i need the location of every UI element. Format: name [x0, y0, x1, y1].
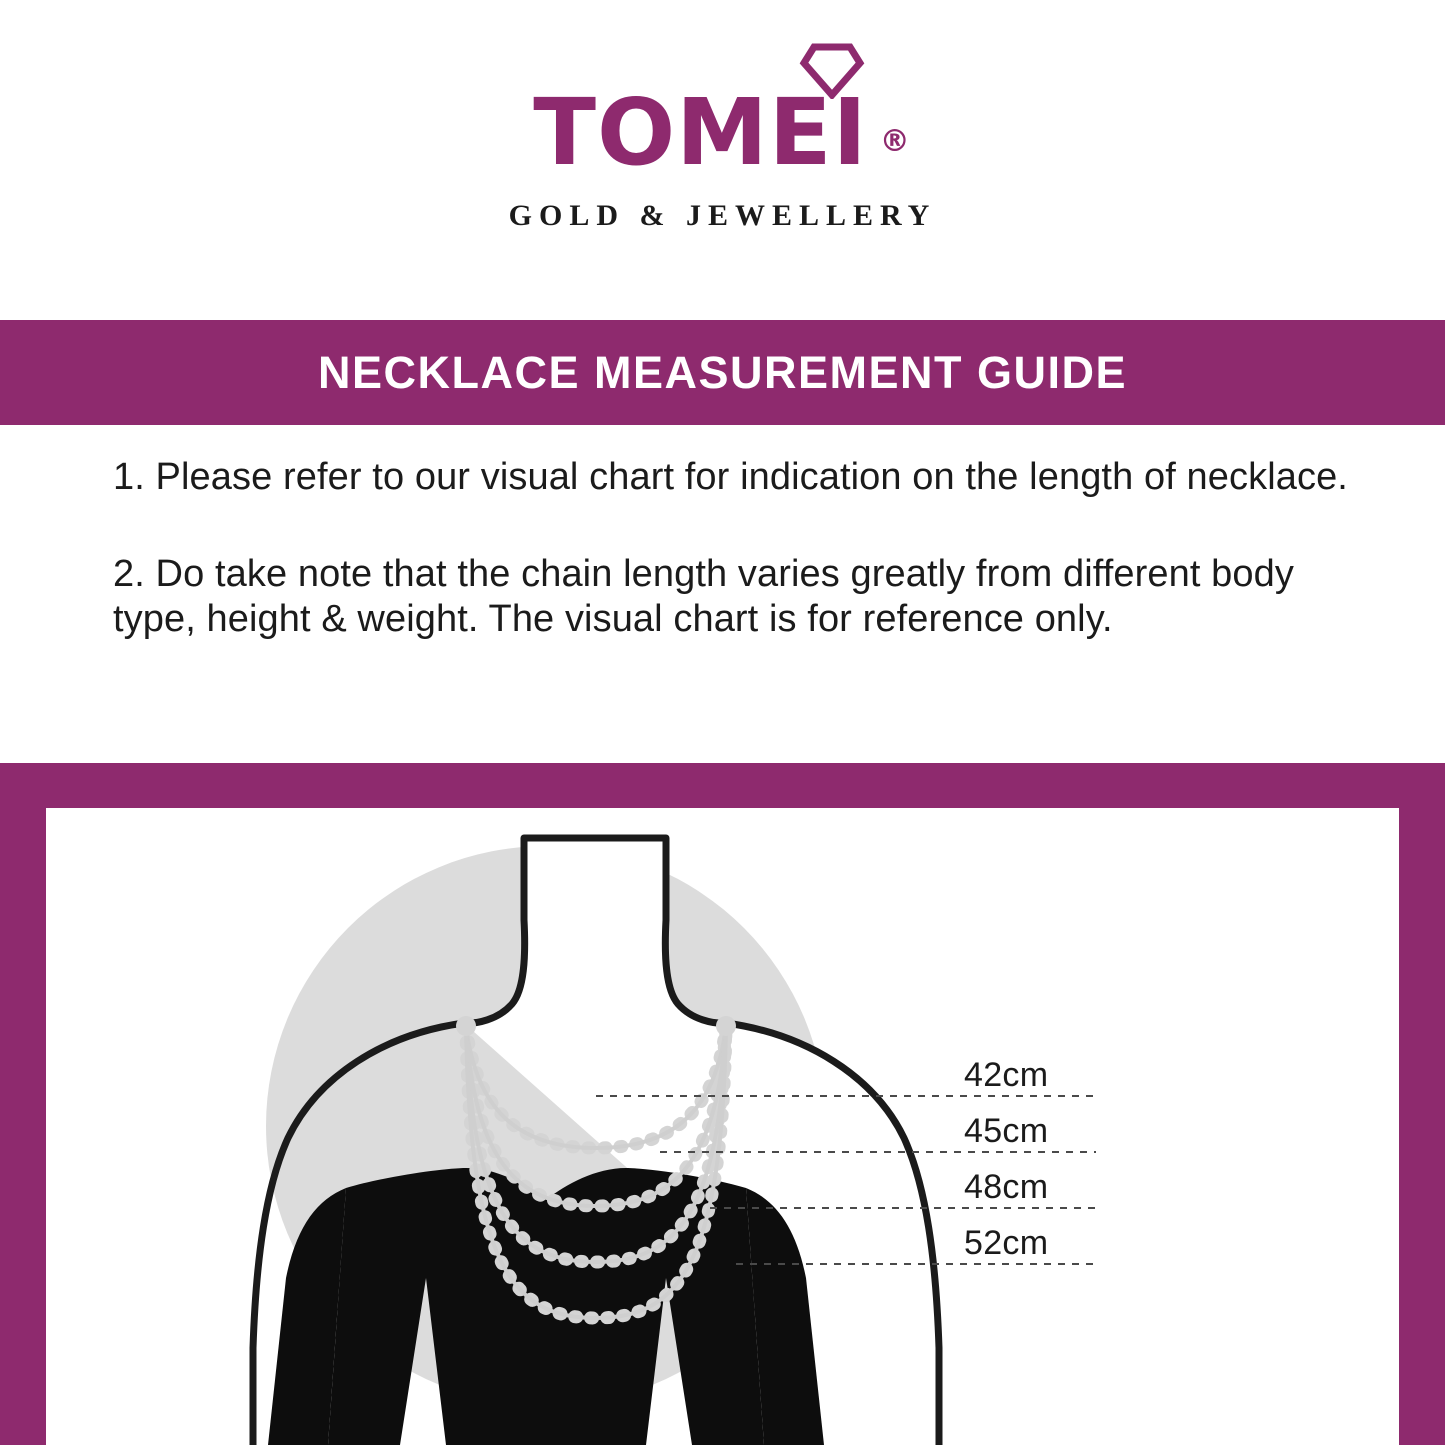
necklace-clasp-left: [456, 1016, 476, 1036]
page-title: NECKLACE MEASUREMENT GUIDE: [317, 346, 1128, 398]
length-label-42cm: 42cm: [964, 1056, 1049, 1094]
chart-canvas: [46, 808, 1399, 1445]
brand-logo-block: [0, 0, 1445, 320]
diamond-icon: [794, 43, 870, 104]
brand-tagline: GOLD & JEWELLERY: [508, 199, 937, 232]
instruction-item-1: 1. Please refer to our visual chart for indication on the length of necklace.: [113, 456, 1348, 498]
length-label-48cm: 48cm: [964, 1168, 1049, 1206]
instructions-block: [113, 455, 1348, 641]
chart-stage: [46, 808, 1399, 1445]
brand-logo: [508, 79, 937, 233]
registered-mark: ®: [879, 124, 912, 159]
length-label-45cm: 45cm: [964, 1112, 1049, 1150]
necklace-length-diagram: [46, 808, 1399, 1445]
length-label-52cm: 52cm: [964, 1224, 1049, 1262]
instruction-item-2: 2. Do take note that the chain length varies greatly from different body type, height & weight. The visual chart is for reference only.: [113, 552, 1294, 640]
necklace-clasp-right: [716, 1016, 736, 1036]
brand-wordmark: TOMEI: [533, 79, 868, 186]
page-title-bar: [0, 320, 1445, 425]
chart-frame: [0, 763, 1445, 1445]
